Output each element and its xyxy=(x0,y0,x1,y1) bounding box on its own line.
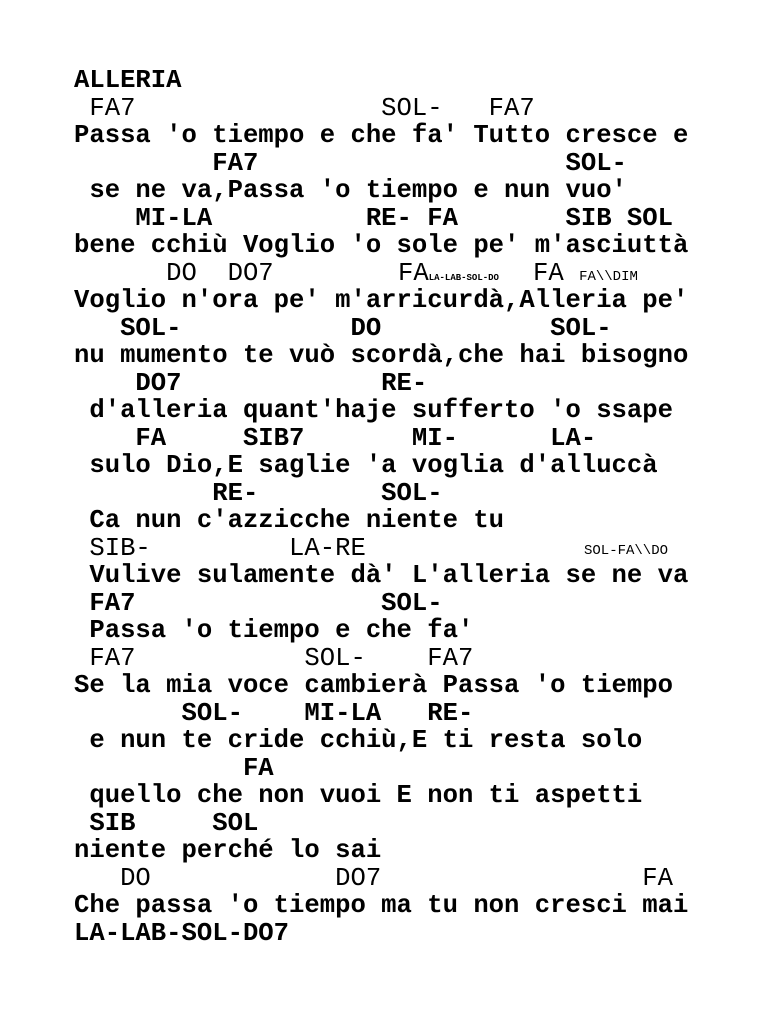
lyric-line: e nun te cride cchiù,E ti resta solo xyxy=(74,726,643,755)
chord-line: FA xyxy=(74,754,274,783)
lyric-line: Passa 'o tiempo e che fa' xyxy=(74,616,474,645)
chord-line: FA7 SOL- xyxy=(74,589,443,618)
chord-line: FA SIB7 MI- LA- xyxy=(74,424,597,453)
lyric-line: Che passa 'o tiempo ma tu non cresci mai xyxy=(74,891,689,920)
chord-line: FA7 SOL- FA7 xyxy=(74,94,535,123)
chord-line: DO DO7 xyxy=(74,259,274,288)
lyric-line: bene cchiù Voglio 'o sole pe' m'asciuttà xyxy=(74,231,689,260)
lyric-line: nu mumento te vuò scordà,che hai bisogno xyxy=(74,341,689,370)
lyric-line: Vulive sulamente dà' L'alleria se ne va xyxy=(74,561,689,590)
chord-small: SOL-FA\\DO xyxy=(584,543,669,559)
chord-line: SOL- DO SOL- xyxy=(74,314,612,343)
chord-small: LA-LAB-SOL-DO xyxy=(428,273,499,283)
lyric-line: Ca nun c'azzicche niente tu xyxy=(74,506,505,535)
song-title: ALLERIA xyxy=(74,66,182,95)
chord-line: SIB SOL xyxy=(74,809,259,838)
chord-line: SIB- LA-RE xyxy=(74,534,366,563)
lyric-line: Se la mia voce cambierà Passa 'o tiempo xyxy=(74,671,673,700)
chord-line: SOL- MI-LA RE- xyxy=(74,699,474,728)
chord-fa: FA xyxy=(533,259,564,288)
chord-fa: FA xyxy=(398,259,429,288)
lyric-line: Voglio n'ora pe' m'arricurdà,Alleria pe' xyxy=(74,286,689,315)
lyric-line: niente perché lo sai xyxy=(74,836,382,865)
chord-line: MI-LA RE- FA SIB SOL xyxy=(74,204,673,233)
chord-line: LA-LAB-SOL-DO7 xyxy=(74,919,290,948)
lyric-line: se ne va,Passa 'o tiempo e nun vuo' xyxy=(74,176,627,205)
chord-line: FA7 SOL- FA7 xyxy=(74,644,474,673)
chord-line: DO DO7 FA xyxy=(74,864,673,893)
lyric-line: d'alleria quant'haje sufferto 'o ssape xyxy=(74,396,673,425)
chord-line: RE- SOL- xyxy=(74,479,443,508)
chord-line: DO7 RE- xyxy=(74,369,428,398)
chord-line: FA7 SOL- xyxy=(74,149,627,178)
lyric-line: quello che non vuoi E non ti aspetti xyxy=(74,781,643,810)
lyric-line: Passa 'o tiempo e che fa' Tutto cresce e xyxy=(74,121,689,150)
lyric-line: sulo Dio,E saglie 'a voglia d'alluccà xyxy=(74,451,658,480)
chord-small: FA\\DIM xyxy=(579,269,638,285)
